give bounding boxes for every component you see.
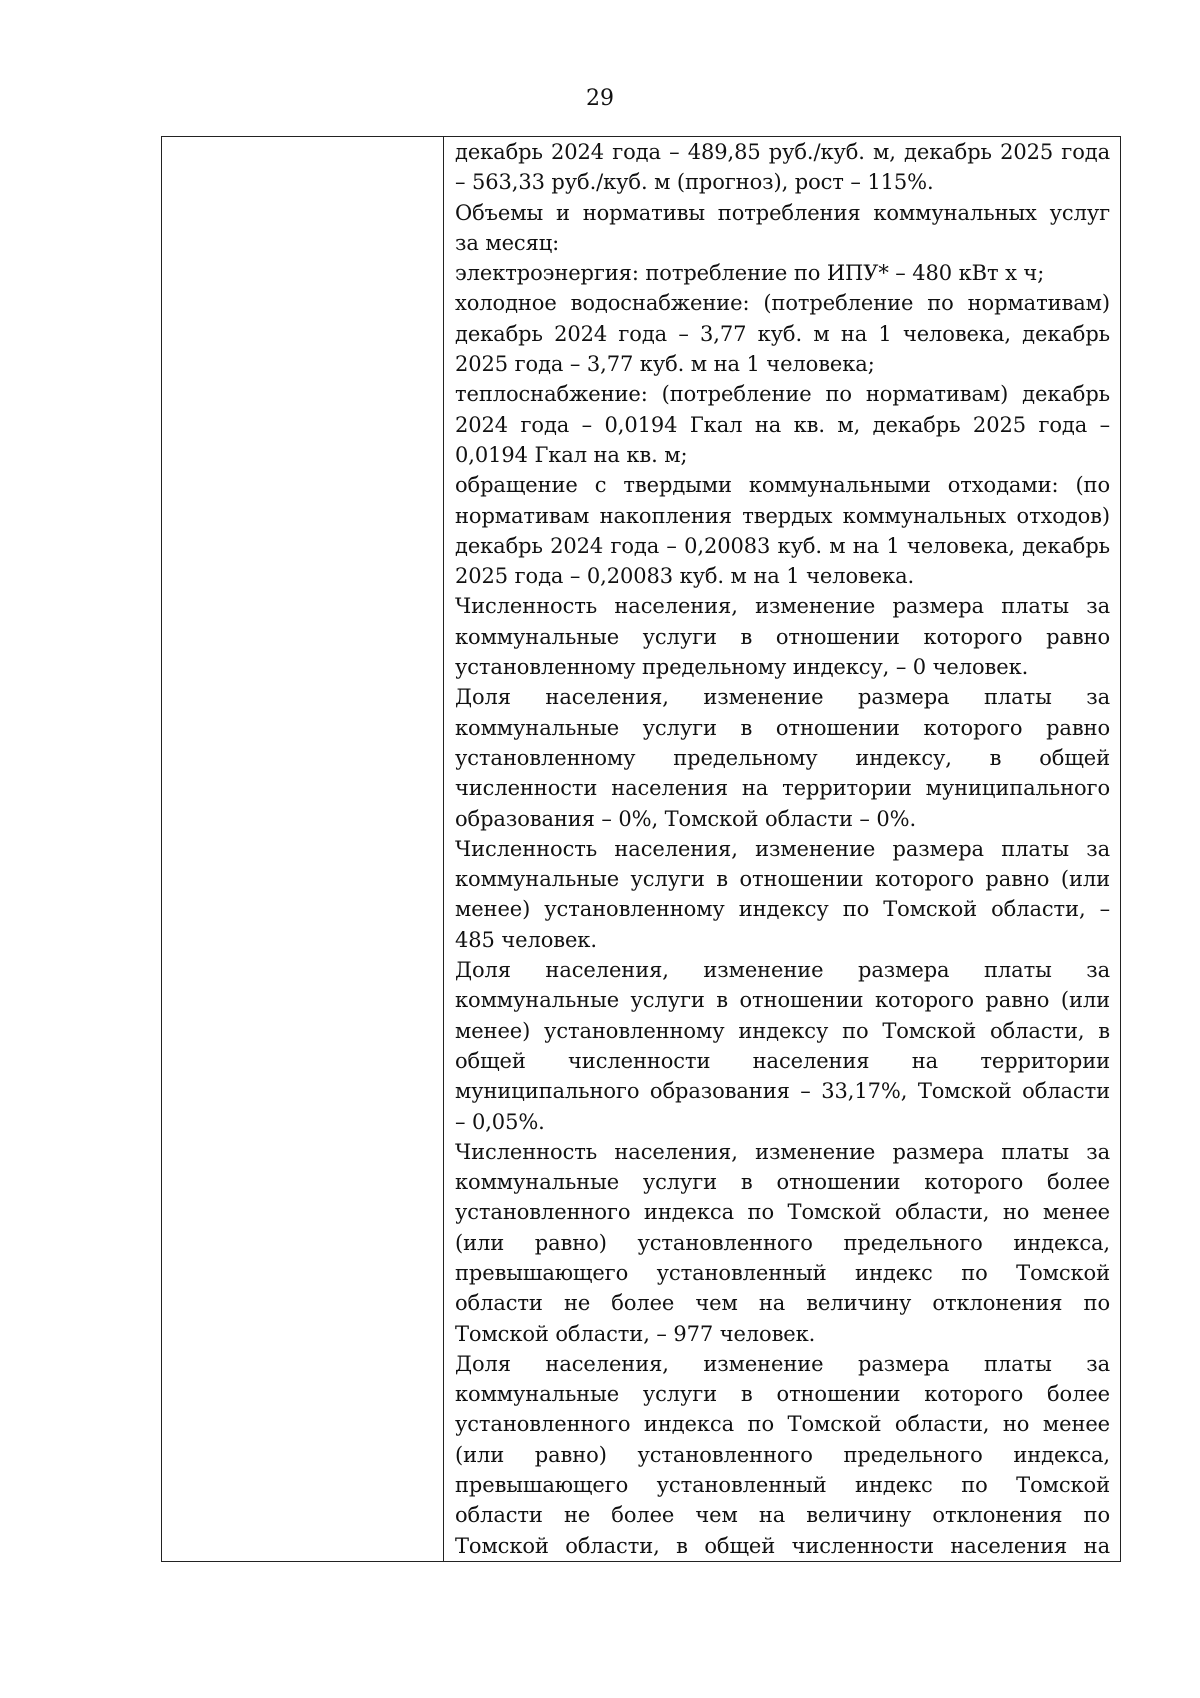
text-line: численности населения на территории муниципального (455, 776, 1110, 801)
text-line: Численность населения, изменение размера платы за (455, 1139, 1110, 1164)
text-line: общей численности населения на территории (455, 1048, 1110, 1073)
text-line: 485 человек. (455, 927, 597, 952)
text-line: холодное водоснабжение: (потребление по нормативам) (455, 291, 1110, 316)
text-line: Томской области, в общей численности населения на (455, 1533, 1110, 1558)
text-line: декабрь 2024 года – 3,77 куб. м на 1 человека, декабрь (455, 321, 1110, 346)
text-line: области не более чем на величину отклонения по (455, 1291, 1110, 1316)
text-line: теплоснабжение: (потребление по нормативам) декабрь (455, 382, 1110, 407)
text-line: 2024 года – 0,0194 Гкал на кв. м, декабрь 2025 года – (455, 412, 1110, 437)
text-line: нормативам накопления твердых коммунальных отходов) (455, 503, 1110, 528)
text-line: декабрь 2024 года – 489,85 руб./куб. м, декабрь 2025 года (455, 140, 1110, 164)
table-right-cell (444, 137, 1120, 1561)
text-line: установленного индекса по Томской области, но менее (455, 1200, 1110, 1225)
text-line: Доля населения, изменение размера платы за (455, 958, 1110, 983)
text-line: декабрь 2024 года – 0,20083 куб. м на 1 человека, декабрь (455, 533, 1110, 558)
text-line: 2025 года – 3,77 куб. м на 1 человека; (455, 352, 875, 377)
page-number: 29 (586, 86, 614, 111)
text-line: муниципального образования – 33,17%, Томской области (455, 1079, 1110, 1104)
document-table (161, 136, 1121, 1562)
text-line: образования – 0%, Томской области – 0%. (455, 806, 917, 831)
text-line: обращение с твердыми коммунальными отходами: (по (455, 473, 1110, 498)
table-left-cell (162, 137, 444, 1561)
text-line: (или равно) установленного предельного индекса, (455, 1442, 1110, 1467)
text-line: коммунальные услуги в отношении которого равно (или (455, 867, 1110, 892)
text-line: установленному предельному индексу, – 0 человек. (455, 655, 1029, 680)
text-line: (или равно) установленного предельного индекса, (455, 1230, 1110, 1255)
text-line: электроэнергия: потребление по ИПУ* – 480 кВт х ч; (455, 261, 1045, 286)
text-line: установленному предельному индексу, в общей (455, 745, 1110, 770)
text-line: коммунальные услуги в отношении которого равно (455, 624, 1110, 649)
text-line: области не более чем на величину отклонения по (455, 1503, 1110, 1528)
text-line: Объемы и нормативы потребления коммунальных услуг (455, 200, 1110, 225)
text-line: превышающего установленный индекс по Томской (455, 1260, 1110, 1285)
text-line: коммунальные услуги в отношении которого равно (455, 715, 1110, 740)
text-line: коммунальные услуги в отношении которого более (455, 1170, 1110, 1195)
text-line: Численность населения, изменение размера платы за (455, 836, 1110, 861)
text-line: Томской области, – 977 человек. (455, 1321, 816, 1346)
text-line: менее) установленному индексу по Томской области, – (455, 897, 1110, 922)
text-line: – 0,05%. (455, 1109, 545, 1134)
text-line: коммунальные услуги в отношении которого более (455, 1382, 1110, 1407)
text-line: 0,0194 Гкал на кв. м; (455, 442, 688, 467)
text-line: Доля населения, изменение размера платы за (455, 1351, 1110, 1376)
text-line: за месяц: (455, 230, 560, 255)
text-line: коммунальные услуги в отношении которого равно (или (455, 988, 1110, 1013)
text-block (455, 137, 1110, 1561)
text-line: Доля населения, изменение размера платы за (455, 685, 1110, 710)
text-line: менее) установленному индексу по Томской области, в (455, 1018, 1110, 1043)
text-line: 2025 года – 0,20083 куб. м на 1 человека. (455, 564, 915, 589)
text-line: Численность населения, изменение размера платы за (455, 594, 1110, 619)
text-line: – 563,33 руб./куб. м (прогноз), рост – 115%. (455, 170, 934, 195)
text-line: установленного индекса по Томской области, но менее (455, 1412, 1110, 1437)
text-line: превышающего установленный индекс по Томской (455, 1473, 1110, 1498)
